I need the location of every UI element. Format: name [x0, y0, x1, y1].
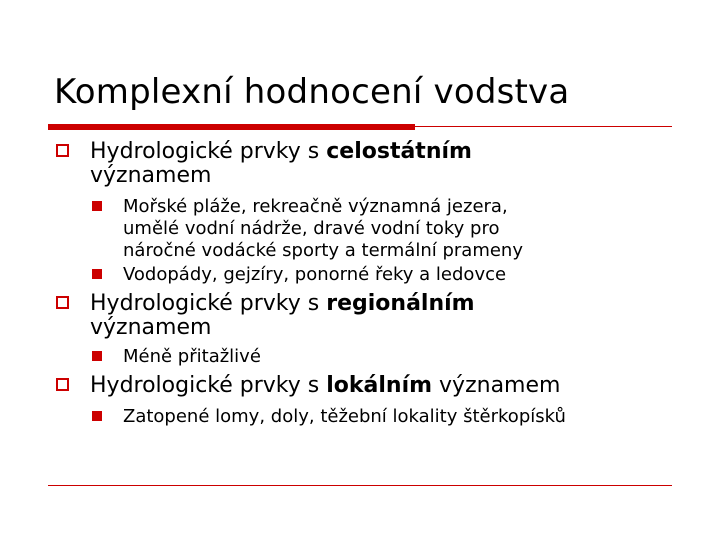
sub-bullet-item: [123, 346, 261, 368]
sub-bullet-line: Mořské pláže, rekreačně významná jezera,: [123, 196, 508, 217]
title-underline-thin: [415, 126, 672, 127]
title-underline-thick: [48, 124, 415, 130]
sub-bullet-line: umělé vodní nádrže, dravé vodní toky pro: [123, 218, 500, 239]
filled-square-bullet-icon: [92, 411, 102, 421]
hollow-square-bullet-icon: [56, 296, 69, 309]
hollow-square-bullet-icon: [56, 378, 69, 391]
bullet-item-regional: [90, 292, 475, 340]
sub-bullet-line: Vodopády, gejzíry, ponorné řeky a ledovce: [123, 264, 507, 285]
bullet-text: Hydrologické prvky s lokálním významem: [90, 373, 561, 398]
bullet-item-national: [90, 140, 472, 188]
sub-bullet-line: Méně přitažlivé: [123, 346, 261, 367]
sub-bullet-item: [123, 406, 566, 428]
sub-bullet-line: náročné vodácké sporty a termální prameny: [123, 240, 523, 261]
filled-square-bullet-icon: [92, 269, 102, 279]
bullet-text: Hydrologické prvky s regionálním: [90, 291, 475, 316]
bullet-item-local: [90, 374, 560, 398]
sub-bullet-item: [123, 264, 506, 286]
filled-square-bullet-icon: [92, 351, 102, 361]
bottom-divider: [48, 485, 672, 486]
bullet-text-line2: významem: [90, 315, 212, 340]
bullet-text-line2: významem: [90, 163, 212, 188]
bullet-text: Hydrologické prvky s celostátním: [90, 139, 472, 164]
slide-title: Komplexní hodnocení vodstva: [54, 72, 570, 112]
sub-bullet-item: [123, 196, 523, 262]
hollow-square-bullet-icon: [56, 144, 69, 157]
sub-bullet-line: Zatopené lomy, doly, těžební lokality štěrkopísků: [123, 406, 566, 427]
filled-square-bullet-icon: [92, 201, 102, 211]
